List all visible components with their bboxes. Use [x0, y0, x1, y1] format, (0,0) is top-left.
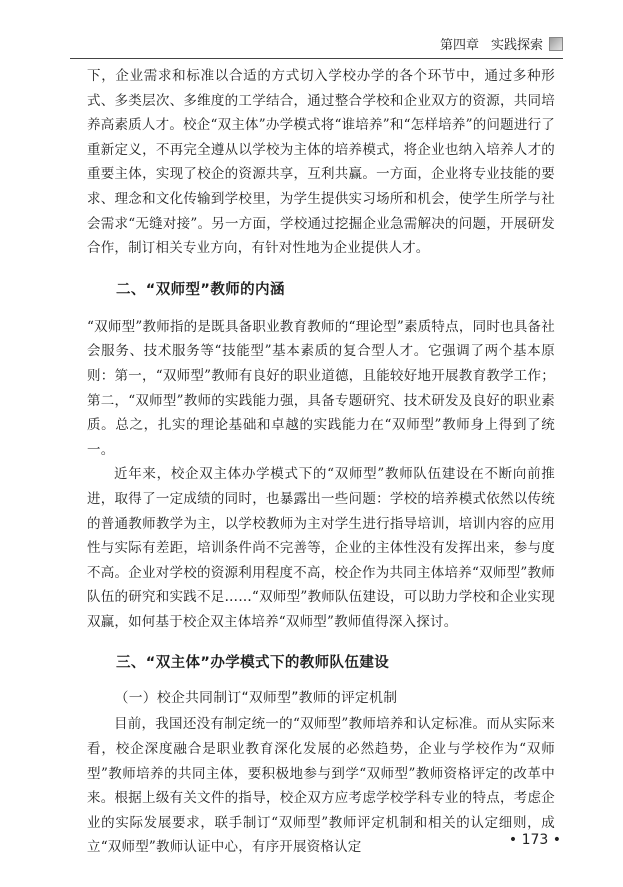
section-heading-connotation: 二、“双师型”教师的内涵 [116, 281, 285, 298]
chapter-label: 第四章 [439, 38, 479, 53]
header-square-icon [549, 37, 563, 51]
paragraph-recent-years: 近年来，校企双主体办学模式下的“双师型”教师队伍建设在不断向前推进，取得了一定成绩的同时，也暴露出一些问题：学校的培养模式依然以传统的普通教师教学为主，以学校教师为主对学生进行指导培训，培训内容的应用性与实际有差距，培训条件尚不完善等，企业的主体性没有发挥出来，参与度不高。企业对学校的资源利用程度不高，校企作为共同主体培养“双师型”教师队伍的研究和实践不足……“双师型”教师队伍建设，可以助力学校和企业实现双赢，如何基于校企双主体培养“双师型”教师值得深入探讨。 [87, 466, 555, 630]
paragraph-continued: 下，企业需求和标准以合适的方式切入学校办学的各个环节中，通过多种形式、多类层次、多维度的工学结合，通过整合学校和企业双方的资源，共同培养高素质人才。校企“双主体”办学模式将“谁培养”和“怎样培养”的问题进行了重新定义，不再完全遵从以学校为主体的培养模式，将企业也纳入培养人才的重要主体，实现了校企的资源共享，互利共赢。一方面，企业将专业技能的要求、理念和文化传输到学校里，为学生提供实习场所和机会，使学生所学与社会需求“无缝对接”。另一方面，学校通过挖掘企业急需解决的问题，开展研发合作，制订相关专业方向，有针对性地为企业提供人才。 [87, 68, 555, 257]
page-number: • 173 • [508, 832, 561, 848]
section-label: 实践探索 [490, 38, 543, 53]
paragraph-current-status: 目前，我国还没有制定统一的“双师型”教师培养和认定标准。而从实际来看，校企深度融合是职业教育深化发展的必然趋势，企业与学校作为“双师型”教师培养的共同主体，要积极地参与到学“双师型”教师资格评定的改革中来。根据上级有关文件的指导，校企双方应考虑学校学科专业的特点，考虑企业的实际发展要求，联手制订“双师型”教师评定机制和相关的认定细则，成立“双师型”教师认证中心，有序开展资格认定 [87, 716, 555, 856]
subsection-heading-mechanism: （一）校企共同制订“双师型”教师的评定机制 [114, 690, 398, 707]
page-body [87, 64, 555, 860]
running-header [440, 34, 563, 53]
section-heading-team-building: 三、“双主体”办学模式下的教师队伍建设 [116, 655, 390, 672]
header-rule [70, 58, 563, 59]
paragraph-definition: “双师型”教师指的是既具备职业教育教师的“理论型”素质特点，同时也具备社会服务、技术服务等“技能型”基本素质的复合型人才。它强调了两个基本原则：第一，“双师型”教师有良好的职业道德，且能较好地开展教育教学工作；第二，“双师型”教师的实践能力强，具备专题研究、技术研发及良好的职业素质。总之，扎实的理论基础和卓越的实践能力在“双师型”教师身上得到了统一。 [87, 318, 555, 458]
